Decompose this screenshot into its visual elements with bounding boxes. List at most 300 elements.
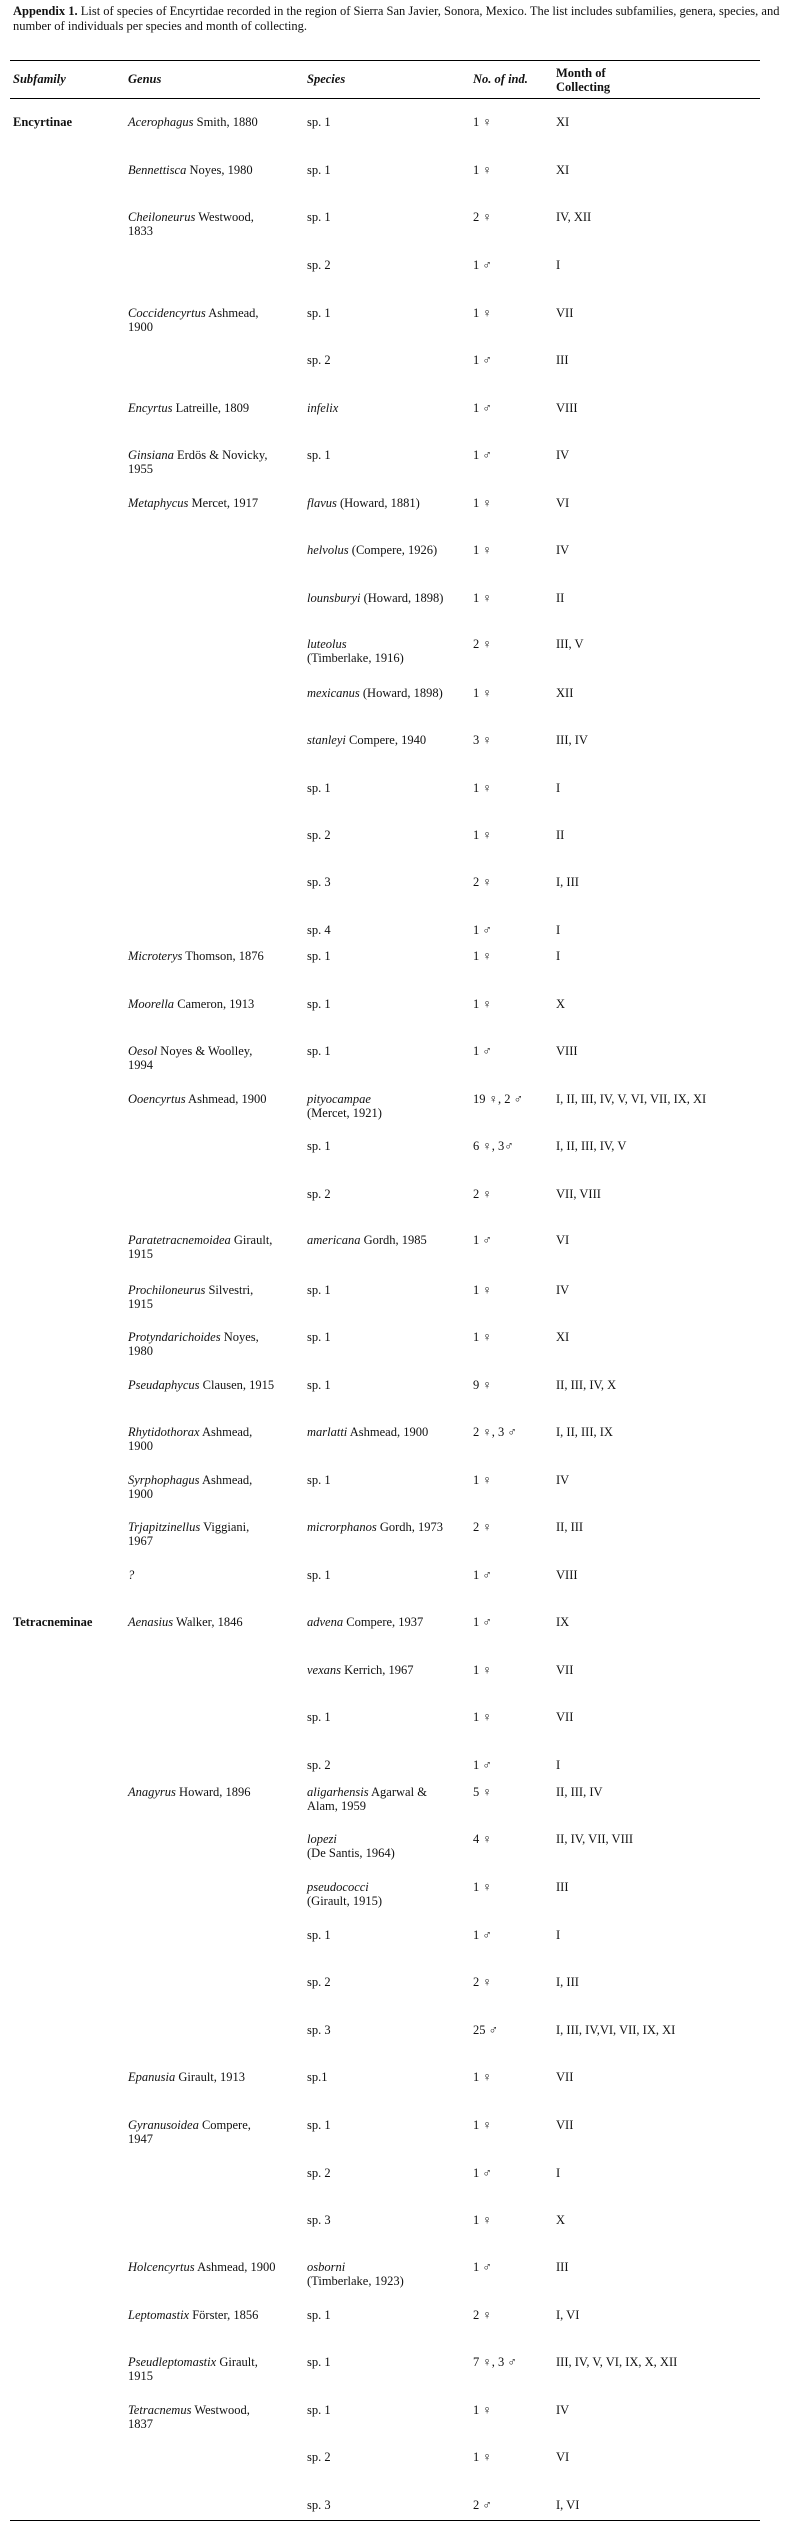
genus-name: Ginsiana: [128, 448, 174, 462]
species-author: sp. 1: [307, 1568, 331, 1582]
species-cell: [307, 2260, 404, 2288]
individuals-cell: 3 ♀: [473, 733, 492, 747]
species-cell: [307, 1187, 331, 1201]
species-cell: [307, 1832, 395, 1860]
genus-cell: [128, 163, 253, 177]
individuals-cell: 9 ♀: [473, 1378, 492, 1392]
species-cell: [307, 2403, 331, 2417]
species-author: Compere, 1937: [343, 1615, 424, 1629]
genus-author: Girault,: [230, 1233, 273, 1247]
species-cell: [307, 1283, 331, 1297]
genus-author-line2: 1915: [128, 2369, 153, 2383]
species-cell: [307, 2450, 331, 2464]
species-cell: [307, 828, 331, 842]
genus-author-line2: 1833: [128, 224, 153, 238]
month-cell: I: [556, 1758, 561, 1772]
species-name: flavus: [307, 496, 337, 510]
individuals-cell: 1 ♀: [473, 543, 492, 557]
month-cell: VII: [556, 1710, 574, 1724]
genus-author-line2: 1900: [128, 1439, 153, 1453]
genus-cell: [128, 1330, 259, 1358]
genus-author: Silvestri,: [205, 1283, 254, 1297]
month-cell: III, IV: [556, 733, 588, 747]
genus-name: Coccidencyrtus: [128, 306, 206, 320]
genus-author-line2: 1837: [128, 2417, 153, 2431]
species-author: sp. 3: [307, 2023, 331, 2037]
species-cell: [307, 353, 331, 367]
caption-text: List of species of Encyrtidae recorded in the region of Sierra San Javier, Sonora, Mexico. The list includes subfamilies, genera, species, and number of individuals per species and month of collecting.: [13, 4, 780, 33]
species-author: (Howard, 1898): [360, 591, 444, 605]
month-cell: I: [556, 949, 561, 963]
individuals-cell: 2 ♀, 3 ♂: [473, 1425, 517, 1439]
species-cell: [307, 1378, 331, 1392]
month-cell: IV: [556, 1283, 570, 1297]
month-cell: I: [556, 781, 561, 795]
species-name: vexans: [307, 1663, 342, 1677]
genus-name: Paratetracnemoidea: [128, 1233, 231, 1247]
appendix-caption: [13, 4, 783, 34]
species-author-line2: (De Santis, 1964): [307, 1846, 395, 1860]
caption-label: Appendix 1.: [13, 4, 78, 18]
genus-name: Epanusia: [128, 2070, 176, 2084]
species-cell: [307, 949, 331, 963]
individuals-cell: 1 ♀: [473, 2403, 492, 2417]
genus-author: Viggiani,: [200, 1520, 250, 1534]
species-author: sp. 3: [307, 875, 331, 889]
month-cell: II, III, IV, X: [556, 1378, 617, 1392]
genus-name: Pseudleptomastix: [128, 2355, 217, 2369]
species-name: pityocampae: [307, 1092, 371, 1106]
genus-cell: [128, 115, 258, 129]
genus-author: Westwood,: [195, 210, 254, 224]
month-cell: I: [556, 258, 561, 272]
individuals-cell: 1 ♀: [473, 1880, 492, 1894]
species-author: sp. 1: [307, 1378, 331, 1392]
species-author: sp. 1: [307, 1283, 331, 1297]
genus-author: Ashmead, 1900: [185, 1092, 267, 1106]
genus-name: Gyranusoidea: [128, 2118, 199, 2132]
individuals-cell: 1 ♀: [473, 2070, 492, 2084]
month-cell: III: [556, 2260, 569, 2274]
genus-author: Noyes & Woolley,: [157, 1044, 253, 1058]
genus-cell: [128, 496, 258, 510]
species-name: lopezi: [307, 1832, 337, 1846]
species-cell: [307, 923, 331, 937]
genus-author-line2: 1915: [128, 1247, 153, 1261]
individuals-cell: 7 ♀, 3 ♂: [473, 2355, 517, 2369]
species-name: aligarhensis: [307, 1785, 369, 1799]
species-cell: [307, 2498, 331, 2512]
species-author: sp. 2: [307, 2450, 331, 2464]
species-author-line2: (Girault, 1915): [307, 1894, 382, 1908]
individuals-cell: 1 ♂: [473, 923, 492, 937]
species-cell: [307, 2355, 331, 2369]
genus-author: Thomson, 1876: [182, 949, 264, 963]
species-author: sp. 1: [307, 115, 331, 129]
species-author: Compere, 1940: [345, 733, 427, 747]
genus-name: Microterys: [128, 949, 183, 963]
genus-author: Ashmead,: [205, 306, 259, 320]
species-cell: [307, 1710, 331, 1724]
genus-cell: [128, 1615, 243, 1629]
genus-author: Howard, 1896: [175, 1785, 251, 1799]
month-cell: IV, XII: [556, 210, 592, 224]
month-cell: I: [556, 1928, 561, 1942]
individuals-cell: 2 ♀: [473, 1187, 492, 1201]
individuals-cell: 25 ♂: [473, 2023, 498, 2037]
genus-name: Pseudaphycus: [128, 1378, 200, 1392]
individuals-cell: 1 ♀: [473, 496, 492, 510]
species-author: sp. 1: [307, 306, 331, 320]
species-cell: [307, 1330, 331, 1344]
genus-cell: [128, 210, 254, 238]
species-cell: [307, 1568, 331, 1582]
species-cell: [307, 2118, 331, 2132]
genus-cell: [128, 1092, 267, 1106]
species-author: sp. 1: [307, 2403, 331, 2417]
species-cell: [307, 401, 338, 415]
month-cell: XII: [556, 686, 574, 700]
individuals-cell: 2 ♀: [473, 1520, 492, 1534]
species-name: pseudococci: [307, 1880, 369, 1894]
species-cell: [307, 2308, 331, 2322]
species-cell: [307, 1044, 331, 1058]
month-cell: I: [556, 2166, 561, 2180]
header-no-of-ind: No. of ind.: [473, 72, 528, 86]
month-cell: VII, VIII: [556, 1187, 601, 1201]
month-cell: I, VI: [556, 2308, 580, 2322]
genus-author: Erdös & Novicky,: [173, 448, 268, 462]
month-cell: VII: [556, 1663, 574, 1677]
genus-author: Compere,: [198, 2118, 251, 2132]
genus-author: Clausen, 1915: [199, 1378, 275, 1392]
species-cell: [307, 2023, 331, 2037]
month-cell: II, III: [556, 1520, 584, 1534]
species-author: sp. 1: [307, 949, 331, 963]
genus-cell: [128, 1520, 249, 1548]
month-cell: II, IV, VII, VIII: [556, 1832, 634, 1846]
month-cell: I, III: [556, 1975, 579, 1989]
species-cell: [307, 2213, 331, 2227]
species-name: marlatti: [307, 1425, 348, 1439]
species-cell: [307, 1425, 428, 1439]
header-genus: Genus: [128, 72, 162, 86]
individuals-cell: 1 ♀: [473, 1330, 492, 1344]
month-cell: I, VI: [556, 2498, 580, 2512]
genus-author: Cameron, 1913: [174, 997, 255, 1011]
individuals-cell: 1 ♀: [473, 2450, 492, 2464]
month-cell: X: [556, 997, 566, 1011]
month-cell: XI: [556, 1330, 570, 1344]
species-author: sp. 1: [307, 1928, 331, 1942]
month-cell: VII: [556, 2118, 574, 2132]
genus-name: Oesol: [128, 1044, 158, 1058]
genus-author-line2: 1900: [128, 320, 153, 334]
header-month-line2: Collecting: [556, 80, 611, 94]
species-cell: [307, 496, 420, 510]
individuals-cell: 1 ♀: [473, 591, 492, 605]
individuals-cell: 1 ♀: [473, 2118, 492, 2132]
species-cell: [307, 637, 404, 665]
species-cell: [307, 115, 331, 129]
species-author: sp. 1: [307, 1473, 331, 1487]
genus-author: Latreille, 1809: [172, 401, 250, 415]
genus-name: Tetracnemus: [128, 2403, 192, 2417]
genus-cell: [128, 2403, 250, 2431]
month-cell: X: [556, 2213, 566, 2227]
header-bottom-rule: [10, 98, 760, 99]
individuals-cell: 1 ♂: [473, 353, 492, 367]
species-cell: [307, 686, 443, 700]
species-cell: [307, 543, 437, 557]
genus-name: Acerophagus: [128, 115, 194, 129]
species-cell: [307, 1092, 382, 1120]
species-author: sp. 1: [307, 1139, 331, 1153]
month-cell: II: [556, 828, 565, 842]
genus-cell: [128, 448, 267, 476]
month-cell: I, II, III, IX: [556, 1425, 613, 1439]
individuals-cell: 1 ♀: [473, 997, 492, 1011]
month-cell: IV: [556, 543, 570, 557]
month-cell: I, III: [556, 875, 579, 889]
genus-author: Noyes,: [220, 1330, 259, 1344]
species-cell: [307, 1785, 427, 1813]
individuals-cell: 1 ♀: [473, 781, 492, 795]
species-author: (Howard, 1881): [336, 496, 420, 510]
species-author: sp. 1: [307, 2118, 331, 2132]
genus-cell: [128, 2308, 258, 2322]
genus-name: ?: [128, 1568, 135, 1582]
genus-author-line2: 1980: [128, 1344, 153, 1358]
species-author-line2: (Timberlake, 1923): [307, 2274, 404, 2288]
species-cell: [307, 1663, 414, 1677]
month-cell: III, IV, V, VI, IX, X, XII: [556, 2355, 678, 2369]
species-name: helvolus: [307, 543, 349, 557]
genus-name: Metaphycus: [128, 496, 189, 510]
species-cell: [307, 2070, 328, 2084]
species-author-line2: (Mercet, 1921): [307, 1106, 382, 1120]
genus-author: Smith, 1880: [193, 115, 258, 129]
genus-cell: [128, 1785, 251, 1799]
species-cell: [307, 1139, 331, 1153]
month-cell: IV: [556, 2403, 570, 2417]
month-cell: VII: [556, 2070, 574, 2084]
species-cell: [307, 1928, 331, 1942]
species-author: sp. 1: [307, 1044, 331, 1058]
species-name: americana: [307, 1233, 361, 1247]
genus-name: Prochiloneurus: [128, 1283, 206, 1297]
header-month-line1: Month of: [556, 66, 606, 80]
individuals-cell: 1 ♂: [473, 1044, 492, 1058]
genus-author-line2: 1915: [128, 1297, 153, 1311]
genus-author: Girault, 1913: [175, 2070, 246, 2084]
species-author: sp. 3: [307, 2213, 331, 2227]
species-name: microrphanos: [307, 1520, 377, 1534]
genus-author-line2: 1947: [128, 2132, 153, 2146]
species-cell: [307, 781, 331, 795]
genus-author: Westwood,: [191, 2403, 250, 2417]
genus-name: Cheiloneurus: [128, 210, 196, 224]
genus-name: Anagyrus: [128, 1785, 176, 1799]
month-cell: VIII: [556, 401, 578, 415]
month-cell: XI: [556, 115, 570, 129]
genus-cell: [128, 401, 249, 415]
individuals-cell: 5 ♀: [473, 1785, 492, 1799]
individuals-cell: 2 ♀: [473, 2308, 492, 2322]
species-author: Kerrich, 1967: [341, 1663, 414, 1677]
month-cell: II, III, IV: [556, 1785, 603, 1799]
individuals-cell: 1 ♂: [473, 2166, 492, 2180]
genus-cell: [128, 1425, 252, 1453]
genus-name: Ooencyrtus: [128, 1092, 186, 1106]
species-author: sp. 2: [307, 1187, 331, 1201]
month-cell: VIII: [556, 1044, 578, 1058]
species-author: sp. 1: [307, 448, 331, 462]
species-author: sp. 1: [307, 210, 331, 224]
individuals-cell: 1 ♂: [473, 1758, 492, 1772]
species-cell: [307, 733, 426, 747]
genus-cell: [128, 2260, 276, 2274]
individuals-cell: 19 ♀, 2 ♂: [473, 1092, 523, 1106]
species-name: osborni: [307, 2260, 346, 2274]
genus-name: Trjapitzinellus: [128, 1520, 201, 1534]
individuals-cell: 1 ♂: [473, 448, 492, 462]
month-cell: I, II, III, IV, V, VI, VII, IX, XI: [556, 1092, 707, 1106]
species-author: sp. 1: [307, 2308, 331, 2322]
genus-cell: [128, 1378, 274, 1392]
month-cell: I, III, IV,VI, VII, IX, XI: [556, 2023, 676, 2037]
species-name: infelix: [307, 401, 339, 415]
genus-author: Girault,: [216, 2355, 258, 2369]
species-cell: [307, 1615, 423, 1629]
species-author: Gordh, 1973: [376, 1520, 444, 1534]
month-cell: IX: [556, 1615, 570, 1629]
species-name: advena: [307, 1615, 344, 1629]
species-name: stanleyi: [307, 733, 346, 747]
species-cell: [307, 1975, 331, 1989]
species-author: sp. 4: [307, 923, 331, 937]
species-cell: [307, 2166, 331, 2180]
genus-name: Rhytidothorax: [128, 1425, 200, 1439]
individuals-cell: 2 ♂: [473, 2498, 492, 2512]
genus-cell: [128, 997, 254, 1011]
subfamily-cell: Tetracneminae: [13, 1615, 93, 1629]
species-cell: [307, 448, 331, 462]
genus-name: Encyrtus: [128, 401, 173, 415]
individuals-cell: 2 ♀: [473, 1975, 492, 1989]
species-name: mexicanus: [307, 686, 360, 700]
genus-name: Syrphophagus: [128, 1473, 200, 1487]
individuals-cell: 2 ♀: [473, 637, 492, 651]
species-cell: [307, 306, 331, 320]
individuals-cell: 1 ♀: [473, 949, 492, 963]
genus-cell: [128, 1568, 134, 1582]
genus-cell: [128, 2118, 251, 2146]
month-cell: IV: [556, 448, 570, 462]
species-author: sp. 1: [307, 997, 331, 1011]
genus-cell: [128, 949, 264, 963]
individuals-cell: 1 ♂: [473, 1568, 492, 1582]
species-name: lounsburyi: [307, 591, 361, 605]
species-cell: [307, 1880, 382, 1908]
species-cell: [307, 997, 331, 1011]
genus-author: Mercet, 1917: [188, 496, 259, 510]
month-cell: III: [556, 1880, 569, 1894]
month-cell: XI: [556, 163, 570, 177]
header-subfamily: Subfamily: [13, 72, 66, 86]
month-cell: VII: [556, 306, 574, 320]
month-cell: VI: [556, 496, 570, 510]
species-cell: [307, 258, 331, 272]
species-cell: [307, 591, 443, 605]
species-author: sp. 1: [307, 2355, 331, 2369]
individuals-cell: 2 ♀: [473, 875, 492, 889]
species-cell: [307, 163, 331, 177]
individuals-cell: 4 ♀: [473, 1832, 492, 1846]
individuals-cell: 1 ♂: [473, 1233, 492, 1247]
species-author: sp. 2: [307, 353, 331, 367]
species-author: sp. 3: [307, 2498, 331, 2512]
subfamily-cell: Encyrtinae: [13, 115, 73, 129]
genus-cell: [128, 2070, 245, 2084]
species-cell: [307, 1473, 331, 1487]
genus-name: Moorella: [128, 997, 175, 1011]
genus-cell: [128, 306, 259, 334]
genus-author-line2: 1955: [128, 462, 153, 476]
individuals-cell: 1 ♂: [473, 2260, 492, 2274]
month-cell: I: [556, 923, 561, 937]
genus-author-line2: 1900: [128, 1487, 153, 1501]
genus-name: Leptomastix: [128, 2308, 190, 2322]
month-cell: IV: [556, 1473, 570, 1487]
month-cell: I, II, III, IV, V: [556, 1139, 627, 1153]
individuals-cell: 1 ♀: [473, 2213, 492, 2227]
species-author: sp. 2: [307, 1975, 331, 1989]
genus-cell: [128, 1044, 252, 1072]
month-cell: III, V: [556, 637, 584, 651]
month-cell: III: [556, 353, 569, 367]
species-author: sp. 1: [307, 1710, 331, 1724]
individuals-cell: 1 ♀: [473, 828, 492, 842]
individuals-cell: 1 ♀: [473, 306, 492, 320]
species-cell: [307, 1520, 443, 1534]
individuals-cell: 1 ♀: [473, 1283, 492, 1297]
genus-author: Walker, 1846: [173, 1615, 243, 1629]
individuals-cell: 1 ♂: [473, 1928, 492, 1942]
species-cell: [307, 875, 331, 889]
genus-author: Ashmead,: [199, 1425, 253, 1439]
species-author: Gordh, 1985: [360, 1233, 427, 1247]
month-cell: II: [556, 591, 565, 605]
individuals-cell: 1 ♀: [473, 163, 492, 177]
header-month: [556, 66, 610, 94]
table-bottom-rule: [10, 2520, 760, 2521]
genus-author: Ashmead, 1900: [194, 2260, 276, 2274]
species-author: sp. 1: [307, 781, 331, 795]
individuals-cell: 6 ♀, 3♂: [473, 1139, 514, 1153]
species-cell: [307, 1758, 331, 1772]
header-species: Species: [307, 72, 346, 86]
month-cell: VI: [556, 2450, 570, 2464]
individuals-cell: 1 ♂: [473, 258, 492, 272]
genus-author: Förster, 1856: [189, 2308, 259, 2322]
species-author: sp. 2: [307, 2166, 331, 2180]
genus-author: Noyes, 1980: [186, 163, 253, 177]
species-author: Ashmead, 1900: [347, 1425, 429, 1439]
species-author: sp.1: [307, 2070, 328, 2084]
species-cell: [307, 210, 331, 224]
month-cell: VIII: [556, 1568, 578, 1582]
